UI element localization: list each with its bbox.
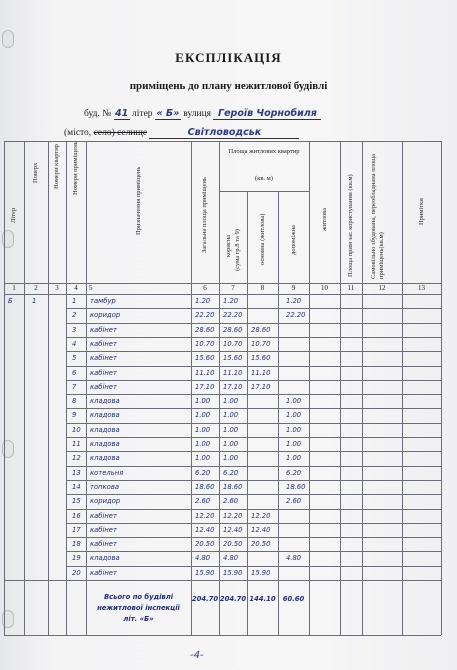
cell-main-area: 12.40	[251, 525, 271, 534]
cell-room-number: 4	[72, 339, 77, 348]
table-grid-line	[66, 337, 441, 338]
cell-room-purpose: кладова	[90, 425, 120, 434]
table-grid-line	[4, 580, 441, 581]
document-subtitle: приміщень до плану нежитлової будівлі	[129, 80, 328, 92]
cell-room-purpose: кабінет	[90, 339, 117, 348]
cell-room-number: 3	[72, 325, 77, 334]
column-number: 11	[347, 284, 355, 292]
cell-total-area: 4.80	[195, 554, 211, 563]
table-grid-line	[66, 494, 441, 495]
cell-room-number: 19	[72, 554, 81, 563]
column-number: 5	[89, 284, 93, 292]
cell-aux-area: 1.20	[286, 297, 302, 305]
header-room-purpose: Призначення приміщень	[134, 166, 142, 235]
header-litera: Літер	[10, 207, 17, 223]
cell-useful-area: 1.00	[223, 397, 239, 406]
header-total-area: Загальна площа приміщень	[201, 177, 208, 253]
column-number: 4	[74, 284, 78, 292]
cell-useful-area: 15.90	[223, 568, 243, 577]
cell-room-purpose: кабінет	[90, 568, 117, 577]
cell-aux-area: 4.80	[286, 554, 302, 563]
cell-room-purpose: котельня	[90, 468, 124, 477]
cell-aux-area: 1.00	[286, 425, 302, 434]
cell-useful-area: 20.50	[223, 540, 243, 549]
cell-useful-area: 17.10	[223, 382, 243, 391]
document-title: ЕКСПЛІКАЦІЯ	[175, 50, 282, 65]
cell-room-purpose: кладова	[90, 397, 120, 406]
cell-room-purpose: тамбур	[90, 297, 116, 305]
header-floor: Поверх	[32, 162, 39, 183]
table-grid-line	[24, 141, 25, 635]
cell-total-area: 2.60	[195, 497, 211, 506]
cell-total-area: 12.40	[195, 525, 215, 534]
cell-aux-area: 1.00	[286, 454, 302, 463]
table-grid-line	[66, 509, 441, 510]
table-grid-line	[4, 635, 441, 636]
table-grid-line	[66, 437, 441, 438]
table-grid-line	[309, 141, 310, 635]
total-row-aux: 60.60	[282, 595, 305, 603]
cell-room-purpose: кабінет	[90, 368, 117, 377]
explication-table	[4, 141, 441, 635]
cell-total-area: 10.70	[195, 339, 215, 348]
cell-room-purpose: кабінет	[90, 325, 117, 334]
total-row-label-line: Всього по будівлі	[103, 593, 174, 601]
cell-room-number: 5	[72, 354, 77, 363]
table-grid-line	[340, 141, 341, 635]
cell-total-area: 20.50	[195, 540, 215, 549]
city-line	[64, 127, 444, 139]
total-row-label-line: літ. «Б»	[123, 615, 154, 623]
table-grid-line	[66, 141, 67, 635]
header-residential: житлова	[320, 207, 328, 231]
table-grid-line	[66, 537, 441, 538]
city-prefix: (місто,	[64, 128, 92, 138]
building-number-label: буд. №	[84, 109, 112, 119]
column-number: 13	[418, 284, 425, 292]
header-room-number: Номери приміщень	[72, 141, 79, 195]
cell-room-number: 2	[72, 311, 77, 320]
cell-room-number: 8	[72, 397, 77, 406]
litera-value: « Б»	[156, 108, 180, 119]
cell-total-area: 15.60	[195, 354, 215, 363]
cell-main-area: 10.70	[251, 339, 271, 348]
table-grid-line	[402, 141, 403, 635]
cell-main-area: 12.20	[251, 511, 271, 520]
cell-room-number: 6	[72, 368, 77, 377]
cell-aux-area: 2.60	[286, 497, 302, 506]
cell-total-area: 1.00	[195, 411, 211, 420]
cell-main-area: 28.60	[251, 325, 271, 334]
cell-total-area: 1.00	[195, 425, 211, 434]
header-useful-area: корисна	[225, 234, 232, 257]
table-grid-line	[4, 294, 441, 295]
table-grid-line	[219, 141, 220, 635]
table-grid-line	[48, 141, 49, 635]
cell-main-area: 20.50	[251, 540, 271, 549]
cell-room-purpose: кабінет	[90, 540, 117, 549]
table-grid-line	[66, 451, 441, 452]
cell-room-purpose: кабінет	[90, 354, 117, 363]
table-grid-line	[66, 323, 441, 324]
cell-main-area: 17.10	[251, 382, 271, 391]
column-number: 8	[260, 284, 265, 292]
header-apartment-number: Номери квартир	[53, 144, 60, 189]
cell-useful-area: 12.20	[223, 511, 243, 520]
cell-total-area: 1.00	[195, 454, 211, 463]
cell-litera: Б	[8, 297, 13, 305]
cell-useful-area: 1.00	[223, 411, 239, 420]
cell-useful-area: 6.20	[223, 468, 239, 477]
cell-useful-area: 11.10	[223, 368, 243, 377]
cell-room-purpose: топкова	[90, 482, 119, 491]
cell-room-purpose: кладова	[90, 454, 120, 463]
cell-aux-area: 6.20	[286, 468, 302, 477]
total-row-label	[86, 592, 191, 625]
cell-aux-area: 1.00	[286, 411, 302, 420]
column-number: 3	[55, 284, 59, 292]
cell-useful-area: 4.80	[223, 554, 239, 563]
cell-floor: 1	[32, 297, 37, 305]
building-number: 41	[115, 108, 129, 119]
header-self-built-area: Самовільно збудована, переобладнана площа приміщень(кв.м)	[370, 153, 385, 279]
cell-total-area: 11.10	[195, 368, 215, 377]
cell-total-area: 12.20	[195, 511, 215, 520]
cell-aux-area: 1.00	[286, 440, 302, 448]
cell-room-number: 12	[72, 454, 81, 463]
column-number: 10	[321, 284, 328, 292]
cell-room-number: 18	[72, 540, 81, 549]
header-note: Примітки	[417, 198, 425, 225]
street-label: вулиця	[183, 109, 212, 119]
cell-room-number: 20	[72, 568, 81, 577]
table-grid-line	[66, 466, 441, 467]
table-grid-line	[66, 423, 441, 424]
cell-room-number: 11	[72, 440, 81, 448]
table-grid-line	[66, 523, 441, 524]
cell-useful-area: 12.40	[223, 525, 243, 534]
cell-useful-area: 1.20	[223, 297, 239, 305]
cell-room-purpose: кабінет	[90, 511, 117, 520]
table-grid-line	[86, 141, 87, 635]
address-line	[84, 108, 444, 120]
column-number: 9	[291, 284, 296, 292]
cell-aux-area: 18.60	[286, 482, 306, 491]
binder-hole	[2, 30, 14, 48]
street-value: Героїв Чорнобиля	[213, 108, 321, 120]
column-number: 12	[378, 284, 386, 292]
total-row-total: 204.70	[191, 595, 219, 603]
cell-room-number: 9	[72, 411, 77, 420]
column-number: 7	[231, 284, 235, 292]
cell-room-purpose: кабінет	[90, 525, 117, 534]
header-main-living-area: основна (житлова)	[258, 213, 266, 265]
table-grid-line	[66, 480, 441, 481]
cell-useful-area: 1.00	[223, 454, 239, 463]
table-grid-line	[66, 408, 441, 409]
cell-total-area: 1.20	[195, 297, 211, 305]
cell-room-purpose: коридор	[90, 311, 121, 320]
table-grid-line	[4, 141, 441, 142]
table-grid-line	[247, 191, 248, 635]
table-grid-line	[4, 141, 5, 635]
header-living-area-group: Площа житлових квартир	[228, 148, 300, 155]
cell-room-number: 14	[72, 482, 81, 491]
table-grid-line	[66, 308, 441, 309]
cell-total-area: 22.20	[195, 311, 215, 320]
cell-room-purpose: коридор	[90, 497, 121, 506]
cell-room-purpose: кладова	[90, 554, 120, 563]
cell-room-number: 13	[72, 468, 81, 477]
cell-useful-area: 15.60	[223, 354, 243, 363]
cell-useful-area: 1.00	[223, 425, 239, 434]
column-number: 2	[34, 284, 38, 292]
cell-room-purpose: кабінет	[90, 382, 117, 391]
cell-useful-area: 28.60	[223, 325, 243, 334]
table-grid-line	[66, 551, 441, 552]
cell-total-area: 15.90	[195, 568, 215, 577]
cell-total-area: 1.00	[195, 397, 211, 406]
cell-aux-area: 22.20	[286, 311, 306, 320]
cell-room-purpose: кладова	[90, 440, 120, 448]
cell-room-number: 7	[72, 382, 77, 391]
cell-useful-area: 2.60	[223, 497, 239, 506]
header-auxiliary-area: допоміжна	[289, 225, 297, 255]
cell-total-area: 1.00	[195, 440, 211, 448]
header-useful-area-note: (сума гр.8 та 9)	[234, 229, 241, 271]
cell-useful-area: 1.00	[223, 440, 239, 448]
cell-room-number: 1	[72, 297, 77, 305]
cell-main-area: 15.90	[251, 568, 271, 577]
cell-room-number: 17	[72, 525, 81, 534]
page-number: -4-	[190, 650, 204, 661]
table-grid-line	[66, 394, 441, 395]
litera-label: літер	[132, 109, 153, 119]
cell-useful-area: 10.70	[223, 339, 243, 348]
cell-main-area: 11.10	[251, 368, 271, 377]
cell-room-number: 10	[72, 425, 81, 434]
cell-total-area: 18.60	[195, 482, 215, 491]
total-row-label-line: нежитлової інспекції	[97, 604, 180, 612]
table-grid-line	[66, 366, 441, 367]
table-grid-line	[191, 141, 192, 635]
cell-total-area: 28.60	[195, 325, 215, 334]
cell-room-purpose: кладова	[90, 411, 120, 420]
header-living-area-unit: (кв. м)	[255, 175, 273, 182]
column-number: 6	[203, 284, 207, 292]
table-grid-line	[278, 191, 279, 635]
table-grid-line	[441, 141, 442, 635]
table-grid-line	[66, 566, 441, 567]
total-row-main: 144.10	[249, 595, 276, 603]
cell-useful-area: 18.60	[223, 482, 243, 491]
cell-useful-area: 22.20	[223, 311, 243, 320]
cell-total-area: 6.20	[195, 468, 211, 477]
city-struck-text: село) селище	[93, 128, 148, 138]
table-grid-line	[66, 351, 441, 352]
cell-total-area: 17.10	[195, 382, 215, 391]
city-value: Світловодськ	[149, 127, 299, 139]
table-grid-line	[66, 380, 441, 381]
cell-aux-area: 1.00	[286, 397, 302, 406]
table-grid-line	[219, 191, 309, 192]
total-row-useful: 204.70	[219, 595, 247, 603]
cell-room-number: 15	[72, 497, 81, 506]
column-number: 1	[12, 284, 16, 292]
header-common-use-area: Площа прим заг. користування (кв.м)	[347, 174, 354, 277]
cell-main-area: 15.60	[251, 354, 271, 363]
table-grid-line	[362, 141, 363, 635]
cell-room-number: 16	[72, 511, 81, 520]
